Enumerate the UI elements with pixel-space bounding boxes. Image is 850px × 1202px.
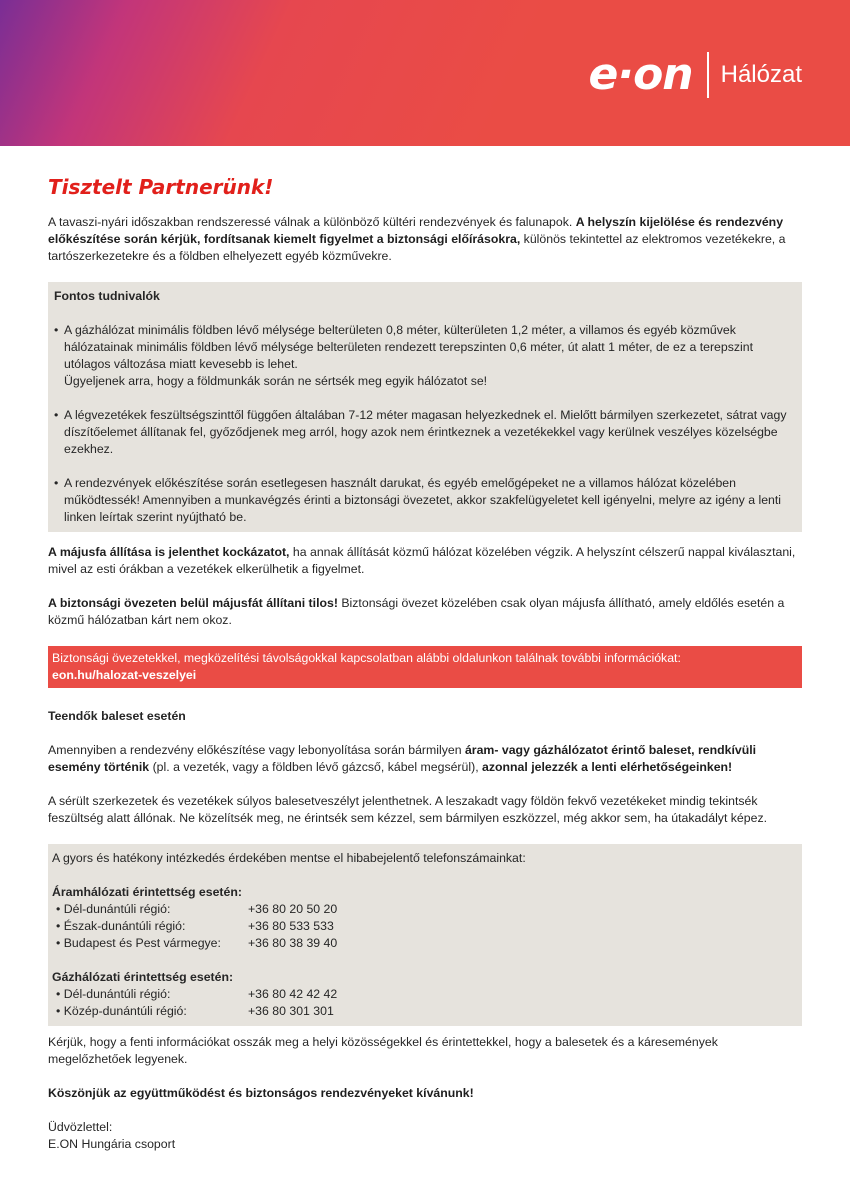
eon-logo-wordmark: e·on xyxy=(588,49,693,100)
contact-phone[interactable]: +36 80 42 42 42 xyxy=(248,987,338,1001)
info-link-box xyxy=(48,646,802,688)
bullet-text-warning: Ügyeljenek arra, hogy a földmunkák során ne sértsék meg egyik hálózatot se! xyxy=(64,374,488,388)
intro-text: A tavaszi-nyári időszakban rendszeressé válnak a különböző kültéri rendezvények és falunapok. xyxy=(48,215,576,229)
accident-call-to-action: azonnal jelezzék a lenti elérhetőségeinken! xyxy=(482,760,733,774)
contact-row xyxy=(52,1003,794,1020)
contact-phone[interactable]: +36 80 301 301 xyxy=(248,1004,334,1018)
info-link-text: Biztonsági övezetekkel, megközelítési távolságokkal kapcsolatban alábbi oldalunkon találnak további információkat: xyxy=(52,651,681,665)
logo-subtitle: Hálózat xyxy=(720,61,802,88)
accident-section-title: Teendők baleset esetén xyxy=(48,709,186,723)
maypole-risk-text: ha annak állítását közmű hálózat közelében végzik. A helyszínt célszerű nappal kiválasztani, mivel az esti órákban a vezetékek elkerülhetik a figyelmet. xyxy=(48,545,796,576)
important-info-title: Fontos tudnivalók xyxy=(54,289,160,303)
logo-divider xyxy=(707,52,709,98)
contact-region: • Közép-dunántúli régió: xyxy=(56,1004,187,1018)
contact-phone[interactable]: +36 80 533 533 xyxy=(248,919,334,933)
gas-contacts-title: Gázhálózati érintettség esetén: xyxy=(52,970,234,984)
important-info-box xyxy=(48,282,802,532)
header-banner xyxy=(0,0,850,146)
contact-row xyxy=(52,901,794,918)
contact-phone[interactable]: +36 80 20 50 20 xyxy=(248,902,338,916)
salutation-heading: Tisztelt Partnerünk! xyxy=(48,175,274,199)
contacts-intro: A gyors és hatékony intézkedés érdekében mentse el hibabejelentő telefonszámainkat: xyxy=(52,851,526,865)
maypole-risk-emphasis: A májusfa állítása is jelenthet kockázatot, xyxy=(48,545,290,559)
accident-text: Amennyiben a rendezvény előkészítése vagy lebonyolítása során bármilyen xyxy=(48,743,465,757)
thanks-line xyxy=(48,1085,802,1102)
maypole-prohibited-emphasis: A biztonsági övezeten belül májusfát állítani tilos! xyxy=(48,596,338,610)
accident-example-text: (pl. a vezeték, vagy a földben lévő gázcső, kábel megsérül), xyxy=(149,760,483,774)
signature-line: E.ON Hungária csoport xyxy=(48,1137,176,1151)
bullet-text: • A légvezetékek feszültségszinttől függően általában 7-12 méter magasan helyezkednek el. Mielőtt bármilyen szerkezetet, sátrat vagy díszítőelemet állítanak fel, győződjenek meg arról, hogy azok nem érintkeznek a vezetékekkel vagy kerülnek veszélyes közelségbe ezekhez. xyxy=(64,408,787,456)
important-bullet-overhead xyxy=(54,407,794,458)
accident-paragraph xyxy=(48,742,802,776)
intro-text-end: különös tekintettel az elektromos vezetékekre, a tartószerkezetekre és a földben elhelyezett egyéb közművekre. xyxy=(48,232,786,263)
info-link[interactable]: eon.hu/halozat-veszelyei xyxy=(52,668,197,682)
important-bullet-depth xyxy=(54,322,794,390)
maypole-risk-paragraph xyxy=(48,544,802,578)
maypole-prohibited-paragraph xyxy=(48,595,802,629)
regards-line: Üdvözlettel: xyxy=(48,1120,113,1134)
contact-row xyxy=(52,935,794,952)
contact-region: • Észak-dunántúli régió: xyxy=(56,919,186,933)
danger-paragraph: A sérült szerkezetek és vezetékek súlyos balesetveszélyt jelenthetnek. A leszakadt vagy földön fekvő vezetékeket mindig tekintsék feszültség alatt állónak. Ne közelítsék meg, ne érintsék sem kézzel, sem bármilyen eszközzel, még akkor sem, ha útakadályt képez. xyxy=(48,794,768,825)
contacts-box xyxy=(48,844,802,1026)
contact-row xyxy=(52,986,794,1003)
contact-region: • Dél-dunántúli régió: xyxy=(56,902,171,916)
bullet-text: • A rendezvények előkészítése során esetlegesen használt darukat, és egyéb emelőgépeket ne a villamos hálózat közelében működtessék! Amennyiben a munkavégzés érinti a biztonsági övezetet, akkor szakfelügyeletet kell igényelni, melyre az igény a lenti linken leírtak szerint nyújtható be. xyxy=(64,476,782,524)
power-contacts-title: Áramhálózati érintettség esetén: xyxy=(52,885,242,899)
thanks-text: Köszönjük az együttműködést és biztonságos rendezvényeket kívánunk! xyxy=(48,1086,474,1100)
contact-region: • Budapest és Pest vármegye: xyxy=(56,936,221,950)
maypole-prohibited-text: Biztonsági övezet közelében csak olyan májusfa állítható, amely eldőlés esetén a közmű hálózatban kárt nem okoz. xyxy=(48,596,785,627)
contact-row xyxy=(52,918,794,935)
contact-region: • Dél-dunántúli régió: xyxy=(56,987,171,1001)
bullet-text: • A gázhálózat minimális földben lévő mélysége belterületen 0,8 méter, külterületen 1,2 méter, a villamos és egyéb közművek hálózatainak minimális földben lévő mélysége belterületen rendezett terepszinten 0,6 méter, út alatt 1 méter, de ez a terepszint utólagos változása miatt kevesebb is lehet. xyxy=(64,323,754,371)
important-bullet-cranes xyxy=(54,475,794,526)
intro-emphasis: A helyszín kijelölése és rendezvény előkészítése során kérjük, fordítsanak kiemelt figyelmet a biztonsági előírásokra, xyxy=(48,215,784,246)
accident-emphasis: áram- vagy gázhálózatot érintő baleset, rendkívüli esemény történik xyxy=(48,743,757,774)
intro-paragraph xyxy=(48,214,802,265)
closing-paragraph: Kérjük, hogy a fenti információkat osszák meg a helyi közösségekkel és érintettekkel, hogy a balesetek és a káresemények megelőzhetőek legyenek. xyxy=(48,1035,718,1066)
contact-phone[interactable]: +36 80 38 39 40 xyxy=(248,936,338,950)
eon-logo xyxy=(589,48,802,102)
letter-body xyxy=(48,174,802,1153)
